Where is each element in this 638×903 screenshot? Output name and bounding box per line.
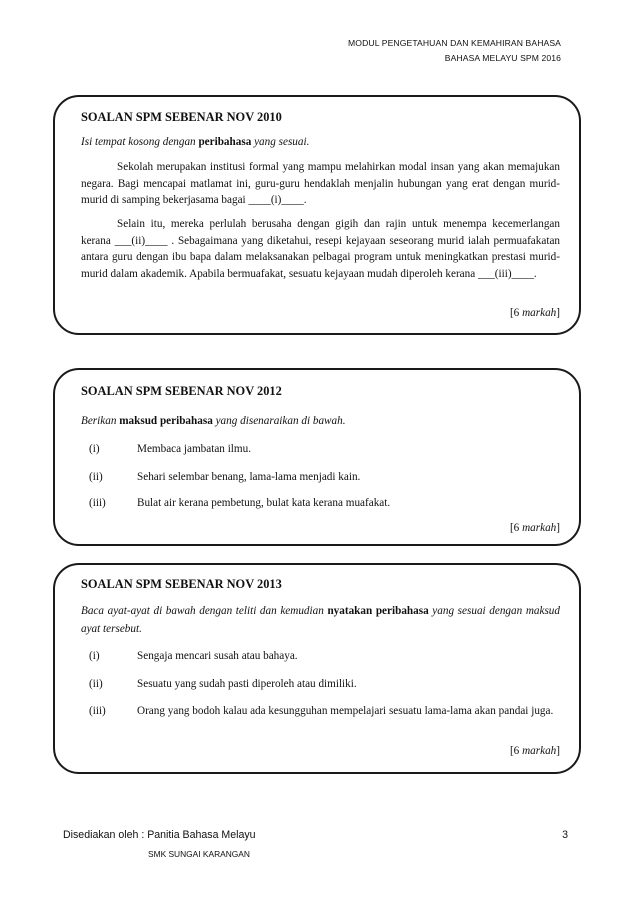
header-subject-title: BAHASA MELAYU SPM 2016	[444, 53, 561, 63]
question-title: SOALAN SPM SEBENAR NOV 2012	[81, 384, 282, 398]
question-box-2013: SOALAN SPM SEBENAR NOV 2013 Baca ayat-ayat di bawah dengan teliti dan kemudian nyatakan peribahasa yang sesuai dengan maksud ayat tersebut. (i) Sengaja mencari susah atau bahaya. (ii) Sesuatu yang sudah pasti diperoleh atau dimiliki. (iii) Orang yang bodoh kalau ada kesungguhan mempelajari sesuatu lama-lama akan pandai juga. [6 markah]	[53, 563, 581, 774]
question-instruction: Isi tempat kosong dengan peribahasa yang sesuai.	[81, 136, 310, 148]
question-title: SOALAN SPM SEBENAR NOV 2010	[81, 110, 282, 124]
header-module-title: MODUL PENGETAHUAN DAN KEMAHIRAN BAHASA	[348, 38, 561, 48]
question-instruction: Berikan maksud peribahasa yang disenaraikan di bawah.	[81, 415, 346, 427]
marks-label: [6 markah]	[509, 745, 560, 757]
question-box-2012: SOALAN SPM SEBENAR NOV 2012 Berikan maksud peribahasa yang disenaraikan di bawah. (i) Membaca jambatan ilmu. (ii) Sehari selembar benang, lama-lama menjadi kain. (iii) Bulat air kerana pembetung, bulat kata kerana muafakat. [6 markah]	[53, 368, 581, 546]
question-box-2010	[53, 95, 581, 335]
passage-paragraph-2: Selain itu, mereka perlulah berusaha dengan gigih dan rajin untuk menempa kecemerlangan kerana ___(ii)____ . Sebagaimana yang diketahui, resepi kejayaan seseorang murid ialah permuafakatan antara guru dengan ibu bapa dalam melaksanakan pelbagai program untuk meningkatkan prestasi murid-murid dalam akademik. Apabila bermuafakat, sesuatu kejayaan mudah diperoleh kerana ___(iii)____.	[81, 218, 560, 280]
marks-label: [6 markah]	[509, 307, 560, 319]
question-instruction: Baca ayat-ayat di bawah dengan teliti dan kemudian nyatakan peribahasa yang sesuai dengan maksud ayat tersebut.	[81, 605, 560, 635]
page-number: 3	[562, 829, 568, 841]
passage-paragraph-1: Sekolah merupakan institusi formal yang mampu melahirkan modal insan yang akan memajukan negara. Bagi mencapai matlamat ini, guru-guru hendaklah menjalin hubungan yang erat dengan murid-murid di samping bekerjasama bagai ____(i)____.	[81, 161, 560, 207]
footer-school-name: SMK SUNGAI KARANGAN	[148, 849, 250, 859]
question-title: SOALAN SPM SEBENAR NOV 2013	[81, 577, 282, 591]
marks-label: [6 markah]	[509, 522, 560, 534]
footer-prepared-by: Disediakan oleh : Panitia Bahasa Melayu	[63, 829, 256, 841]
